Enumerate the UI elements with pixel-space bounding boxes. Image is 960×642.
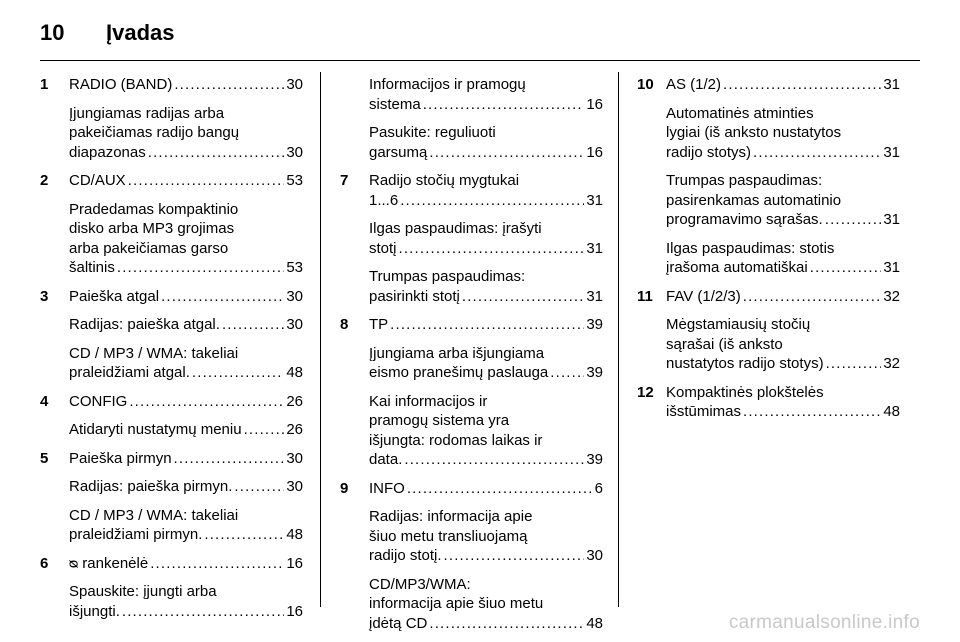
dot-leader [174, 449, 285, 469]
index-entry [340, 479, 603, 499]
dot-leader [404, 450, 584, 470]
entry-text: išstūmimas [666, 403, 742, 420]
index-entry [637, 383, 900, 422]
index-entry [40, 344, 303, 383]
page-reference: 30 [586, 547, 603, 564]
index-column-2 [340, 75, 603, 642]
entry-number: 8 [340, 316, 349, 333]
entry-number: 7 [340, 172, 349, 189]
entry-text: Ilgas paspaudimas: įrašyti [369, 220, 542, 237]
index-entry [40, 75, 303, 95]
dot-leader [423, 95, 585, 115]
dot-leader [810, 258, 882, 278]
entry-number: 5 [40, 449, 49, 467]
dot-leader [743, 402, 881, 422]
page-reference: 53 [286, 172, 303, 189]
index-entry [40, 554, 303, 574]
entry-text: CONFIG [69, 392, 128, 410]
entry-number: 2 [40, 172, 49, 189]
entry-text: lygiai (iš anksto nustatytos [666, 124, 842, 141]
entry-text: CD/MP3/WMA: [369, 575, 471, 593]
index-entry [40, 315, 303, 335]
entry-text: išjungti. [69, 602, 120, 620]
dot-leader [122, 602, 284, 622]
dot-leader [222, 315, 284, 335]
entry-text: Kompaktinės plokštelės [666, 383, 824, 401]
entry-text: 1...6 [369, 191, 399, 209]
entry-number: 9 [340, 479, 349, 497]
page-reference: 30 [286, 316, 303, 333]
entry-text: TP [369, 316, 389, 333]
entry-number: 6 [40, 554, 49, 572]
entry-text: Atidaryti nustatymų meniu [69, 421, 242, 438]
index-entry [340, 392, 603, 470]
entry-text: ᴓ rankenėlė [69, 554, 149, 572]
entry-text: radijo stotį. [369, 547, 442, 564]
dot-leader [117, 258, 284, 278]
index-entry [340, 267, 603, 306]
entry-text: Mėgstamiausių stočių [666, 316, 811, 333]
dot-leader [400, 191, 584, 211]
dot-leader [148, 143, 285, 163]
entry-text: išjungta: rodomas laikas ir [369, 431, 543, 449]
page-reference: 31 [883, 76, 900, 93]
index-column-3 [637, 75, 900, 431]
page-reference: 48 [286, 526, 303, 543]
page-reference: 30 [286, 76, 303, 93]
dot-leader [462, 287, 584, 307]
page-reference: 30 [286, 143, 303, 161]
entry-text: pasirenkamas automatinio [666, 191, 842, 209]
page-reference: 32 [883, 355, 900, 372]
page-reference: 39 [586, 451, 603, 468]
entry-text: FAV (1/2/3) [666, 287, 741, 305]
dot-leader [825, 210, 882, 230]
entry-text: stotį [369, 239, 397, 257]
header-rule [40, 60, 920, 61]
entry-text: data. [369, 451, 403, 468]
index-entry [340, 344, 603, 383]
index-entry [40, 477, 303, 497]
entry-text: Pradedamas kompaktinio [69, 200, 239, 218]
dot-leader [244, 420, 285, 440]
page-reference: 31 [883, 259, 900, 276]
index-entry [40, 449, 303, 469]
entry-text: Radijas: informacija apie [369, 508, 533, 525]
index-entry [340, 171, 603, 210]
entry-text: sąrašai (iš anksto [666, 335, 783, 353]
entry-text: disko arba MP3 grojimas [69, 220, 235, 237]
dot-leader [399, 239, 585, 259]
entry-text: įdėtą CD [369, 614, 428, 632]
watermark: carmanualsonline.info [728, 612, 920, 633]
page-reference: 48 [286, 364, 303, 381]
entry-text: Įjungiama arba išjungiama [369, 344, 545, 362]
entry-text: šaltinis [69, 259, 115, 276]
entry-text: garsumą [369, 143, 428, 161]
entry-number: 10 [637, 76, 654, 93]
entry-text: AS (1/2) [666, 76, 722, 93]
index-entry [340, 75, 603, 114]
index-entry [637, 239, 900, 278]
entry-text: eismo pranešimų paslauga [369, 364, 549, 381]
page-reference: 31 [883, 143, 900, 161]
index-entry [40, 104, 303, 163]
entry-text: Radijas: paieška atgal. [69, 316, 220, 333]
index-entry [637, 287, 900, 307]
index-entry [340, 219, 603, 258]
index-entry [40, 287, 303, 307]
dot-leader [204, 525, 284, 545]
page-reference: 48 [586, 614, 603, 632]
index-column-1 [40, 75, 303, 630]
index-entry [40, 171, 303, 191]
entry-text: RADIO (BAND) [69, 76, 173, 93]
entry-text: šiuo metu transliuojamą [369, 527, 528, 545]
dot-leader [743, 287, 882, 307]
dot-leader [753, 143, 881, 163]
dot-leader [390, 315, 584, 335]
entry-text: Trumpas paspaudimas: [666, 172, 823, 189]
entry-text: praleidžiami atgal. [69, 364, 190, 381]
entry-text: įrašoma automatiškai [666, 259, 808, 276]
entry-text: Radijo stočių mygtukai [369, 172, 520, 189]
entry-text: pasirinkti stotį [369, 287, 460, 305]
page-reference: 31 [586, 191, 603, 209]
entry-number: 12 [637, 383, 654, 401]
dot-leader [407, 479, 593, 499]
entry-text: CD/AUX [69, 172, 126, 189]
dot-leader [429, 614, 584, 634]
index-entry [40, 420, 303, 440]
dot-leader [234, 477, 284, 497]
page-reference: 39 [586, 316, 603, 333]
entry-number: 1 [40, 76, 49, 93]
page-reference: 31 [883, 211, 900, 228]
index-entry [340, 507, 603, 566]
entry-text: Automatinės atminties [666, 104, 814, 122]
dot-leader [826, 354, 882, 374]
entry-text: informacija apie šiuo metu [369, 595, 544, 612]
page-reference: 31 [586, 287, 603, 305]
index-entry [40, 200, 303, 278]
page-reference: 31 [586, 239, 603, 257]
entry-number: 11 [637, 287, 653, 305]
index-entry [637, 315, 900, 374]
entry-text: praleidžiami pirmyn. [69, 526, 203, 543]
page-reference: 16 [286, 602, 303, 620]
dot-leader [128, 171, 285, 191]
page-reference: 26 [286, 392, 303, 410]
entry-text: programavimo sąrašas. [666, 211, 823, 228]
page-header [40, 16, 920, 58]
entry-number: 4 [40, 392, 49, 410]
dot-leader [429, 143, 584, 163]
page-reference: 32 [883, 287, 900, 305]
entry-text: CD / MP3 / WMA: takeliai [69, 344, 239, 362]
index-entry [40, 582, 303, 621]
page-reference: 16 [286, 554, 303, 572]
page-reference: 16 [586, 95, 603, 113]
index-entry [40, 392, 303, 412]
page-reference: 30 [286, 478, 303, 495]
index-entry [340, 123, 603, 162]
index-entry [40, 506, 303, 545]
page-reference: 48 [883, 403, 900, 420]
entry-text: radijo stotys) [666, 143, 752, 161]
column-divider [618, 72, 619, 607]
index-entry [340, 575, 603, 634]
entry-text: Kai informacijos ir [369, 392, 488, 410]
dot-leader [444, 546, 585, 566]
entry-text: nustatytos radijo stotys) [666, 355, 824, 372]
page-reference: 26 [286, 421, 303, 438]
index-entry [340, 315, 603, 335]
index-entry [637, 75, 900, 95]
page-reference: 30 [286, 287, 303, 305]
entry-text: Pasukite: reguliuoti [369, 124, 496, 141]
entry-text: Trumpas paspaudimas: [369, 268, 526, 285]
page-reference: 39 [586, 364, 603, 381]
page-number: 10 [40, 20, 65, 45]
entry-text: Ilgas paspaudimas: stotis [666, 239, 835, 257]
dot-leader [161, 287, 284, 307]
page-reference: 30 [286, 449, 303, 467]
index-entry [637, 104, 900, 163]
dot-leader [129, 392, 284, 412]
page-reference: 16 [586, 143, 603, 161]
entry-text: arba pakeičiamas garso [69, 239, 229, 257]
entry-text: pakeičiamas radijo bangų [69, 124, 240, 141]
entry-text: sistema [369, 95, 421, 113]
entry-text: diapazonas [69, 143, 146, 161]
page-title: Įvadas [106, 20, 175, 45]
dot-leader [174, 75, 284, 95]
dot-leader [550, 363, 584, 383]
entry-text: Įjungiamas radijas arba [69, 104, 225, 122]
index-entry [637, 171, 900, 230]
entry-text: Spauskite: įjungti arba [69, 583, 217, 600]
page-reference: 6 [594, 479, 603, 497]
entry-text: Radijas: paieška pirmyn. [69, 478, 233, 495]
entry-text: INFO [369, 479, 405, 497]
column-divider [320, 72, 321, 607]
dot-leader [723, 75, 881, 95]
dot-leader [150, 554, 284, 574]
page-reference: 53 [286, 259, 303, 276]
entry-text: CD / MP3 / WMA: takeliai [69, 506, 239, 524]
dot-leader [192, 363, 284, 383]
entry-number: 3 [40, 287, 49, 305]
entry-text: Paieška pirmyn [69, 449, 172, 467]
entry-text: pramogų sistema yra [369, 412, 510, 429]
entry-text: Informacijos ir pramogų [369, 76, 526, 93]
entry-text: Paieška atgal [69, 287, 160, 305]
